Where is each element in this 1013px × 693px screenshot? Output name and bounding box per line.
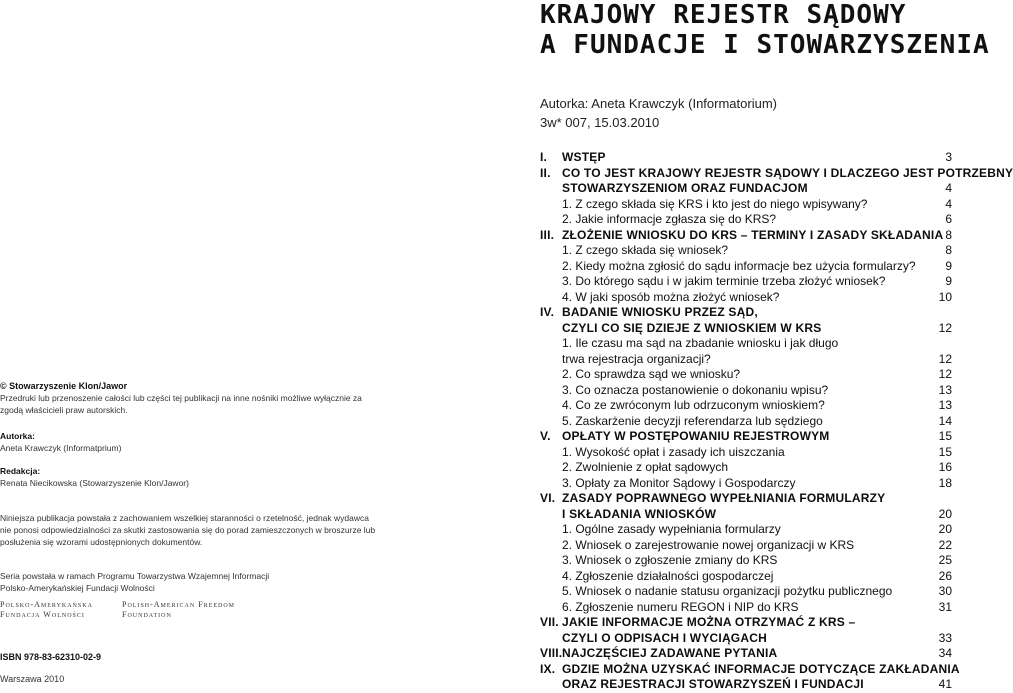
toc-entry-text: 3. Co oznacza postanowienie o dokonaniu wpisu? bbox=[562, 382, 829, 397]
editor-label: Redakcja: bbox=[0, 466, 41, 476]
toc-entry bbox=[540, 181, 952, 197]
document-title bbox=[540, 0, 990, 60]
toc-entry bbox=[540, 352, 952, 368]
toc-entry bbox=[540, 615, 952, 631]
toc-entry bbox=[540, 243, 952, 259]
toc-entry bbox=[540, 429, 952, 445]
toc-entry-text: CO TO JEST KRAJOWY REJESTR SĄDOWY I DLACZEGO JEST POTRZEBNY bbox=[562, 165, 1013, 180]
toc-entry bbox=[540, 228, 952, 244]
toc-entry-text: 1. Ile czasu ma sąd na zbadanie wniosku i jak długo bbox=[562, 336, 839, 350]
toc-entry bbox=[540, 491, 952, 507]
toc-entry-page: 8 bbox=[945, 227, 952, 242]
toc-entry bbox=[540, 476, 952, 492]
toc-entry-page: 18 bbox=[938, 475, 952, 490]
toc-entry bbox=[540, 383, 952, 399]
toc-entry-text: 6. Zgłoszenie numeru REGON i NIP do KRS bbox=[562, 599, 799, 614]
copyright-holder: © Stowarzyszenie Klon/Jawor bbox=[0, 381, 128, 391]
toc-entry-text: 3. Wniosek o zgłoszenie zmiany do KRS bbox=[562, 553, 778, 567]
toc-entry bbox=[540, 538, 952, 554]
editor-block bbox=[0, 465, 380, 489]
copyright-block bbox=[0, 380, 380, 416]
toc-entry-page: 12 bbox=[938, 351, 952, 366]
toc-entry-page: 12 bbox=[938, 367, 952, 381]
toc-entry-page: 15 bbox=[938, 429, 952, 443]
toc-entry-text: 4. Co ze zwróconym lub odrzuconym wnioskiem? bbox=[562, 398, 825, 412]
toc-entry-page: 12 bbox=[938, 320, 952, 335]
toc-entry bbox=[540, 414, 952, 430]
toc-entry-page: 33 bbox=[938, 630, 952, 645]
toc-entry bbox=[540, 305, 952, 321]
toc-entry-page: 41 bbox=[938, 677, 952, 691]
toc-entry-text: 2. Jakie informacje zgłasza się do KRS? bbox=[562, 212, 777, 226]
toc-entry bbox=[540, 677, 952, 693]
toc-entry-number: V. bbox=[540, 429, 551, 443]
toc-entry-text: 3. Do którego sądu i w jakim terminie trzeba złożyć wniosek? bbox=[562, 274, 886, 288]
toc-entry-number: VI. bbox=[540, 491, 556, 505]
toc-entry-page: 16 bbox=[938, 460, 952, 474]
isbn: ISBN 978-83-62310-02-9 bbox=[0, 652, 102, 662]
author-line: Autorka: Aneta Krawczyk (Informatorium) bbox=[540, 96, 777, 111]
toc-entry-page: 13 bbox=[938, 382, 952, 397]
title-line-1: KRAJOWY REJESTR SĄDOWY bbox=[540, 0, 907, 30]
toc-entry bbox=[540, 661, 960, 678]
toc-entry-page: 31 bbox=[938, 599, 952, 614]
toc-entry bbox=[540, 600, 952, 616]
toc-entry-page: 25 bbox=[938, 553, 952, 567]
toc-entry-number: VIII. bbox=[540, 646, 563, 660]
toc-entry-text: 2. Wniosek o zarejestrowanie nowej organizacji w KRS bbox=[562, 537, 855, 552]
toc-entry bbox=[540, 259, 952, 275]
partner-logo-en: Polish-American Freedom Foundation bbox=[122, 600, 236, 619]
toc-entry bbox=[540, 274, 952, 290]
toc-entry-text: I SKŁADANIA WNIOSKÓW bbox=[562, 506, 717, 521]
toc-entry bbox=[540, 290, 952, 306]
toc-entry-page: 34 bbox=[938, 646, 952, 660]
toc-entry-page: 10 bbox=[938, 289, 952, 304]
toc-entry-text: trwa rejestracja organizacji? bbox=[562, 351, 711, 366]
toc-entry bbox=[540, 336, 952, 352]
toc-entry bbox=[540, 553, 952, 569]
toc-entry-page: 20 bbox=[938, 506, 952, 521]
toc-entry-text: ZASADY POPRAWNEGO WYPEŁNIANIA FORMULARZY bbox=[562, 491, 886, 505]
toc-entry-text: 1. Wysokość opłat i zasady ich uiszczania bbox=[562, 444, 785, 459]
toc-entry-number: VII. bbox=[540, 615, 559, 629]
toc-entry-text: WSTĘP bbox=[562, 150, 606, 164]
toc-entry-page: 20 bbox=[938, 522, 952, 536]
toc-entry-text: OPŁATY W POSTĘPOWANIU REJESTROWYM bbox=[562, 429, 830, 443]
toc-entry-page: 4 bbox=[945, 196, 952, 211]
toc-entry-text: 3. Opłaty za Monitor Sądowy i Gospodarczy bbox=[562, 475, 796, 490]
toc-entry bbox=[540, 507, 952, 523]
toc-entry bbox=[540, 584, 952, 600]
toc-entry-number: IV. bbox=[540, 305, 555, 319]
toc-entry-text: 1. Ogólne zasady wypełniania formularzy bbox=[562, 522, 781, 536]
toc-entry-number: I. bbox=[540, 150, 548, 164]
toc-entry-number: II. bbox=[540, 165, 551, 180]
author-value: Aneta Krawczyk (Informatprium) bbox=[0, 443, 122, 453]
toc-entry bbox=[540, 212, 952, 228]
author-label: Autorka: bbox=[0, 431, 35, 441]
toc-entry-number: III. bbox=[540, 227, 555, 242]
toc-entry bbox=[540, 460, 952, 476]
series-line: 3w* 007, 15.03.2010 bbox=[540, 115, 660, 130]
toc-entry-text: 1. Z czego składa się wniosek? bbox=[562, 243, 729, 257]
toc-entry-text: ZŁOŻENIE WNIOSKU DO KRS – TERMINY I ZASADY SKŁADANIA bbox=[562, 227, 944, 242]
publication-meta bbox=[540, 94, 777, 132]
place-year: Warszawa 2010 bbox=[0, 674, 65, 684]
toc-entry-page: 9 bbox=[945, 274, 952, 288]
title-line-2: A FUNDACJE I STOWARZYSZENIA bbox=[540, 30, 990, 60]
toc-entry-text: 4. Zgłoszenie działalności gospodarczej bbox=[562, 568, 774, 583]
toc-entry-text: ORAZ REJESTRACJI STOWARZYSZEŃ I FUNDACJI bbox=[562, 677, 864, 691]
toc-entry-text: 2. Zwolnienie z opłat sądowych bbox=[562, 460, 729, 474]
toc-entry bbox=[540, 321, 952, 337]
toc-entry-page: 30 bbox=[938, 584, 952, 598]
partner-logo-pl: Polsko-Amerykańska Fundacja Wolności bbox=[0, 600, 93, 619]
toc-entry-page: 14 bbox=[938, 413, 952, 428]
toc-entry-number: IX. bbox=[540, 661, 556, 676]
toc-entry-page: 3 bbox=[945, 150, 952, 164]
toc-entry-text: BADANIE WNIOSKU PRZEZ SĄD, bbox=[562, 305, 758, 319]
toc-entry-text: CZYLI CO SIĘ DZIEJE Z WNIOSKIEM W KRS bbox=[562, 320, 822, 335]
rights-notice: Przedruki lub przenoszenie całości lub części tej publikacji na inne nośniki możliwe wyłącznie za zgodą właścicieli praw autorskich. bbox=[0, 393, 362, 415]
toc-entry bbox=[540, 398, 952, 414]
toc-entry bbox=[540, 197, 952, 213]
author-block bbox=[0, 430, 380, 454]
toc-entry-text: 1. Z czego składa się KRS i kto jest do niego wpisywany? bbox=[562, 196, 868, 211]
toc-entry bbox=[540, 631, 952, 647]
toc-entry-text: 2. Kiedy można zgłosić do sądu informacje bez użycia formularzy? bbox=[562, 258, 916, 273]
toc-entry bbox=[540, 522, 952, 538]
toc-entry-text: 5. Wniosek o nadanie statusu organizacji pożytku publicznego bbox=[562, 584, 893, 598]
toc-entry bbox=[540, 646, 952, 662]
toc-entry-text: JAKIE INFORMACJE MOŻNA OTRZYMAĆ Z KRS – bbox=[562, 615, 856, 629]
toc-entry-text: 2. Co sprawdza sąd we wniosku? bbox=[562, 367, 741, 381]
toc-entry-page: 26 bbox=[938, 568, 952, 583]
partner-logos bbox=[0, 600, 236, 620]
toc-entry-page: 13 bbox=[938, 398, 952, 412]
series-note: Seria powstała w ramach Programu Towarzystwa Wzajemnej Informacji Polsko-Amerykańskiej Fundacji Wolności bbox=[0, 571, 270, 593]
editor-value: Renata Niecikowska (Stowarzyszenie Klon/Jawor) bbox=[0, 478, 189, 488]
toc-entry bbox=[540, 445, 952, 461]
toc-entry-page: 15 bbox=[938, 444, 952, 459]
toc-entry-text: STOWARZYSZENIOM ORAZ FUNDACJOM bbox=[562, 181, 808, 195]
toc-entry bbox=[540, 367, 952, 383]
toc-entry bbox=[540, 165, 1013, 182]
toc-entry-page: 6 bbox=[945, 212, 952, 226]
toc-entry-text: NAJCZĘŚCIEJ ZADAWANE PYTANIA bbox=[562, 646, 778, 660]
toc-entry-page: 4 bbox=[945, 181, 952, 195]
toc-entry bbox=[540, 150, 952, 166]
toc-entry-text: 5. Zaskarżenie decyzji referendarza lub sędziego bbox=[562, 413, 823, 428]
table-of-contents bbox=[540, 150, 1013, 693]
toc-entry-page: 8 bbox=[945, 243, 952, 257]
toc-entry-text: GDZIE MOŻNA UZYSKAĆ INFORMACJE DOTYCZĄCE ZAKŁADANIA bbox=[562, 661, 960, 676]
toc-entry-text: CZYLI O ODPISACH I WYCIĄGACH bbox=[562, 630, 767, 645]
disclaimer: Niniejsza publikacja powstała z zachowaniem wszelkiej staranności o rzetelność, jednak wydawca nie ponosi odpowiedzialności za skutki zastosowania się do porad zamieszczonych w broszurze lub posłużenia się wzorami udostępnionych dokumentów. bbox=[0, 513, 376, 547]
toc-entry-page: 9 bbox=[945, 258, 952, 273]
toc-entry-text: 4. W jaki sposób można złożyć wniosek? bbox=[562, 289, 780, 304]
toc-entry-page: 22 bbox=[938, 537, 952, 552]
toc-entry bbox=[540, 569, 952, 585]
